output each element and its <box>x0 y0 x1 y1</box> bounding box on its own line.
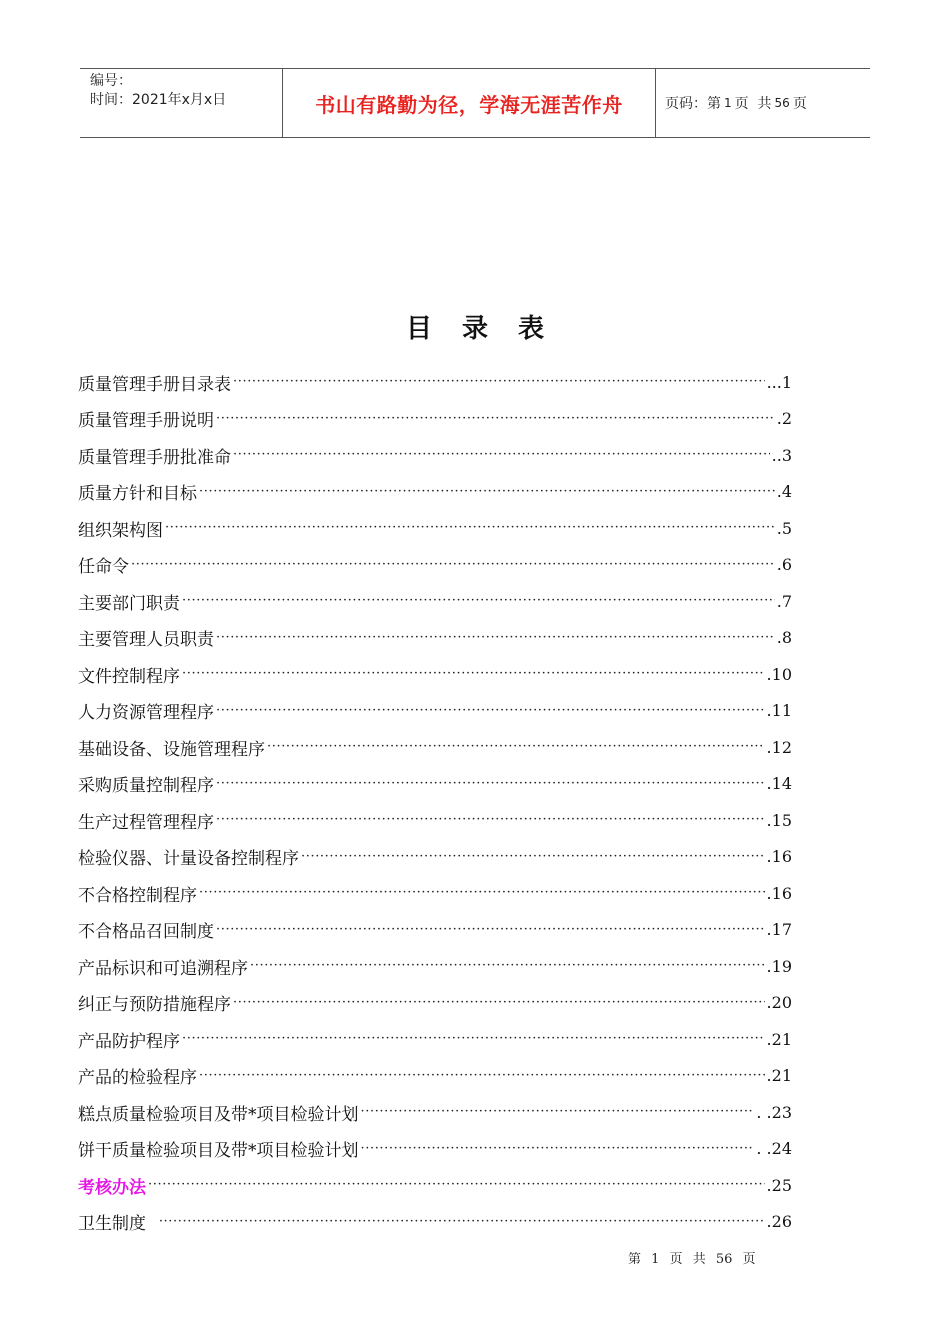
page-header <box>80 68 870 138</box>
toc-entry[interactable] <box>78 766 792 803</box>
toc-entry[interactable] <box>78 693 792 730</box>
toc-dot-leader <box>216 701 765 721</box>
toc-entry-page: ...1 <box>766 372 792 392</box>
toc-entry-page: ..3 <box>771 445 792 465</box>
page-end: 页 <box>792 96 807 112</box>
footer-page-number: 1 <box>651 1252 660 1267</box>
toc-entry-page: .25 <box>766 1175 792 1195</box>
page-label: 页码：第 <box>665 96 721 112</box>
toc-entry-label: 组织架构图 <box>78 520 163 541</box>
footer-total-word: 共 <box>692 1252 706 1267</box>
toc-entry-label: 产品防护程序 <box>78 1031 180 1052</box>
toc-entry[interactable] <box>78 401 792 438</box>
page-title: 目录表 <box>405 314 574 344</box>
toc-entry-page: .16 <box>766 883 792 903</box>
toc-dot-leader <box>216 920 765 940</box>
toc-entry[interactable] <box>78 364 792 401</box>
table-of-contents <box>78 364 792 1240</box>
toc-entry-page: .14 <box>766 774 792 794</box>
toc-entry-page: .7 <box>776 591 792 611</box>
toc-entry-label: 主要管理人员职责 <box>78 630 214 651</box>
toc-dot-leader <box>182 1029 765 1049</box>
toc-dot-leader <box>148 1175 765 1195</box>
header-meta <box>80 69 282 137</box>
footer-page-word: 页 <box>669 1252 683 1267</box>
toc-entry-page: .19 <box>766 956 792 976</box>
toc-entry[interactable] <box>78 839 792 876</box>
page-mid: 页 共 <box>734 96 772 112</box>
toc-entry-page: .15 <box>766 810 792 830</box>
toc-entry-page: .8 <box>776 628 792 648</box>
toc-dot-leader <box>216 409 775 429</box>
page-total: 56 <box>774 96 790 110</box>
toc-entry-label: 质量管理手册目录表 <box>78 374 231 395</box>
toc-dot-leader <box>199 1066 765 1086</box>
toc-entry-page: . .23 <box>756 1102 792 1122</box>
toc-entry[interactable] <box>78 1094 792 1131</box>
toc-dot-leader <box>216 810 765 830</box>
toc-entry[interactable] <box>78 802 792 839</box>
toc-entry-label: 卫生制度 <box>78 1214 157 1235</box>
toc-entry[interactable] <box>78 1204 792 1241</box>
toc-entry-label: 饼干质量检验项目及带*项目检验计划 <box>78 1141 359 1162</box>
toc-dot-leader <box>182 664 765 684</box>
toc-entry-label: 不合格品召回制度 <box>78 922 214 943</box>
toc-entry-page: .2 <box>776 409 792 429</box>
header-page-info <box>656 69 870 137</box>
toc-dot-leader <box>361 1102 755 1122</box>
toc-entry[interactable] <box>78 620 792 657</box>
toc-dot-leader <box>301 847 765 867</box>
toc-entry[interactable] <box>78 547 792 584</box>
toc-entry-page: .4 <box>776 482 792 502</box>
toc-entry-page: .16 <box>766 847 792 867</box>
toc-entry[interactable] <box>78 729 792 766</box>
toc-entry-page: .20 <box>766 993 792 1013</box>
toc-entry[interactable] <box>78 474 792 511</box>
toc-entry-label: 质量管理手册说明 <box>78 411 214 432</box>
number-label: 编号： <box>90 73 132 89</box>
toc-entry-label: 生产过程管理程序 <box>78 812 214 833</box>
page-footer <box>628 1248 762 1267</box>
toc-entry[interactable] <box>78 656 792 693</box>
page-number: 1 <box>724 96 732 110</box>
header-motto-cell <box>282 69 656 137</box>
toc-entry-page: .5 <box>776 518 792 538</box>
toc-entry-page: .12 <box>766 737 792 757</box>
toc-entry-label: 产品的检验程序 <box>78 1068 197 1089</box>
toc-dot-leader <box>250 956 765 976</box>
toc-entry-label: 文件控制程序 <box>78 666 180 687</box>
toc-entry[interactable] <box>78 437 792 474</box>
toc-entry-label: 任命令 <box>78 557 129 578</box>
toc-entry-label: 质量管理手册批准命 <box>78 447 231 468</box>
toc-entry[interactable] <box>78 875 792 912</box>
toc-entry-label: 检验仪器、计量设备控制程序 <box>78 849 299 870</box>
toc-entry-label: 人力资源管理程序 <box>78 703 214 724</box>
toc-entry-page: . .24 <box>756 1139 792 1159</box>
toc-entry-label: 纠正与预防措施程序 <box>78 995 231 1016</box>
toc-entry-page: .11 <box>766 701 792 721</box>
toc-entry-label: 不合格控制程序 <box>78 885 197 906</box>
time-label: 时间：2021年x月x日 <box>90 92 227 108</box>
motto-text: 书山有路勤为径，学海无涯苦作舟 <box>315 92 623 117</box>
toc-entry-label: 考核办法 <box>78 1177 146 1198</box>
toc-dot-leader <box>159 1212 765 1232</box>
toc-entry-label: 基础设备、设施管理程序 <box>78 739 265 760</box>
toc-entry-label: 产品标识和可追溯程序 <box>78 958 248 979</box>
toc-entry-label: 采购质量控制程序 <box>78 776 214 797</box>
toc-entry-page: .26 <box>766 1212 792 1232</box>
toc-entry-page: .17 <box>766 920 792 940</box>
toc-dot-leader <box>216 774 765 794</box>
toc-dot-leader <box>165 518 775 538</box>
toc-entry-page: .21 <box>766 1029 792 1049</box>
toc-dot-leader <box>182 591 775 611</box>
toc-entry[interactable] <box>78 912 792 949</box>
toc-dot-leader <box>199 883 765 903</box>
footer-suffix: 页 <box>742 1252 756 1267</box>
toc-dot-leader <box>131 555 775 575</box>
toc-entry-page: .10 <box>766 664 792 684</box>
toc-dot-leader <box>233 445 770 465</box>
toc-entry[interactable] <box>78 510 792 547</box>
toc-dot-leader <box>361 1139 755 1159</box>
toc-dot-leader <box>267 737 765 757</box>
footer-total-number: 56 <box>715 1252 733 1267</box>
toc-entry[interactable] <box>78 1131 792 1168</box>
toc-dot-leader <box>199 482 775 502</box>
footer-prefix: 第 <box>628 1252 642 1267</box>
toc-entry[interactable] <box>78 985 792 1022</box>
toc-entry-label: 糕点质量检验项目及带*项目检验计划 <box>78 1104 359 1125</box>
toc-entry-page: .21 <box>766 1066 792 1086</box>
toc-entry-label: 质量方针和目标 <box>78 484 197 505</box>
toc-entry[interactable] <box>78 1058 792 1095</box>
toc-dot-leader <box>233 372 765 392</box>
toc-entry-label: 主要部门职责 <box>78 593 180 614</box>
toc-entry-page: .6 <box>776 555 792 575</box>
toc-entry[interactable] <box>78 948 792 985</box>
toc-dot-leader <box>233 993 765 1013</box>
toc-entry[interactable] <box>78 1021 792 1058</box>
toc-entry[interactable] <box>78 1167 792 1204</box>
toc-entry[interactable] <box>78 583 792 620</box>
toc-dot-leader <box>216 628 775 648</box>
